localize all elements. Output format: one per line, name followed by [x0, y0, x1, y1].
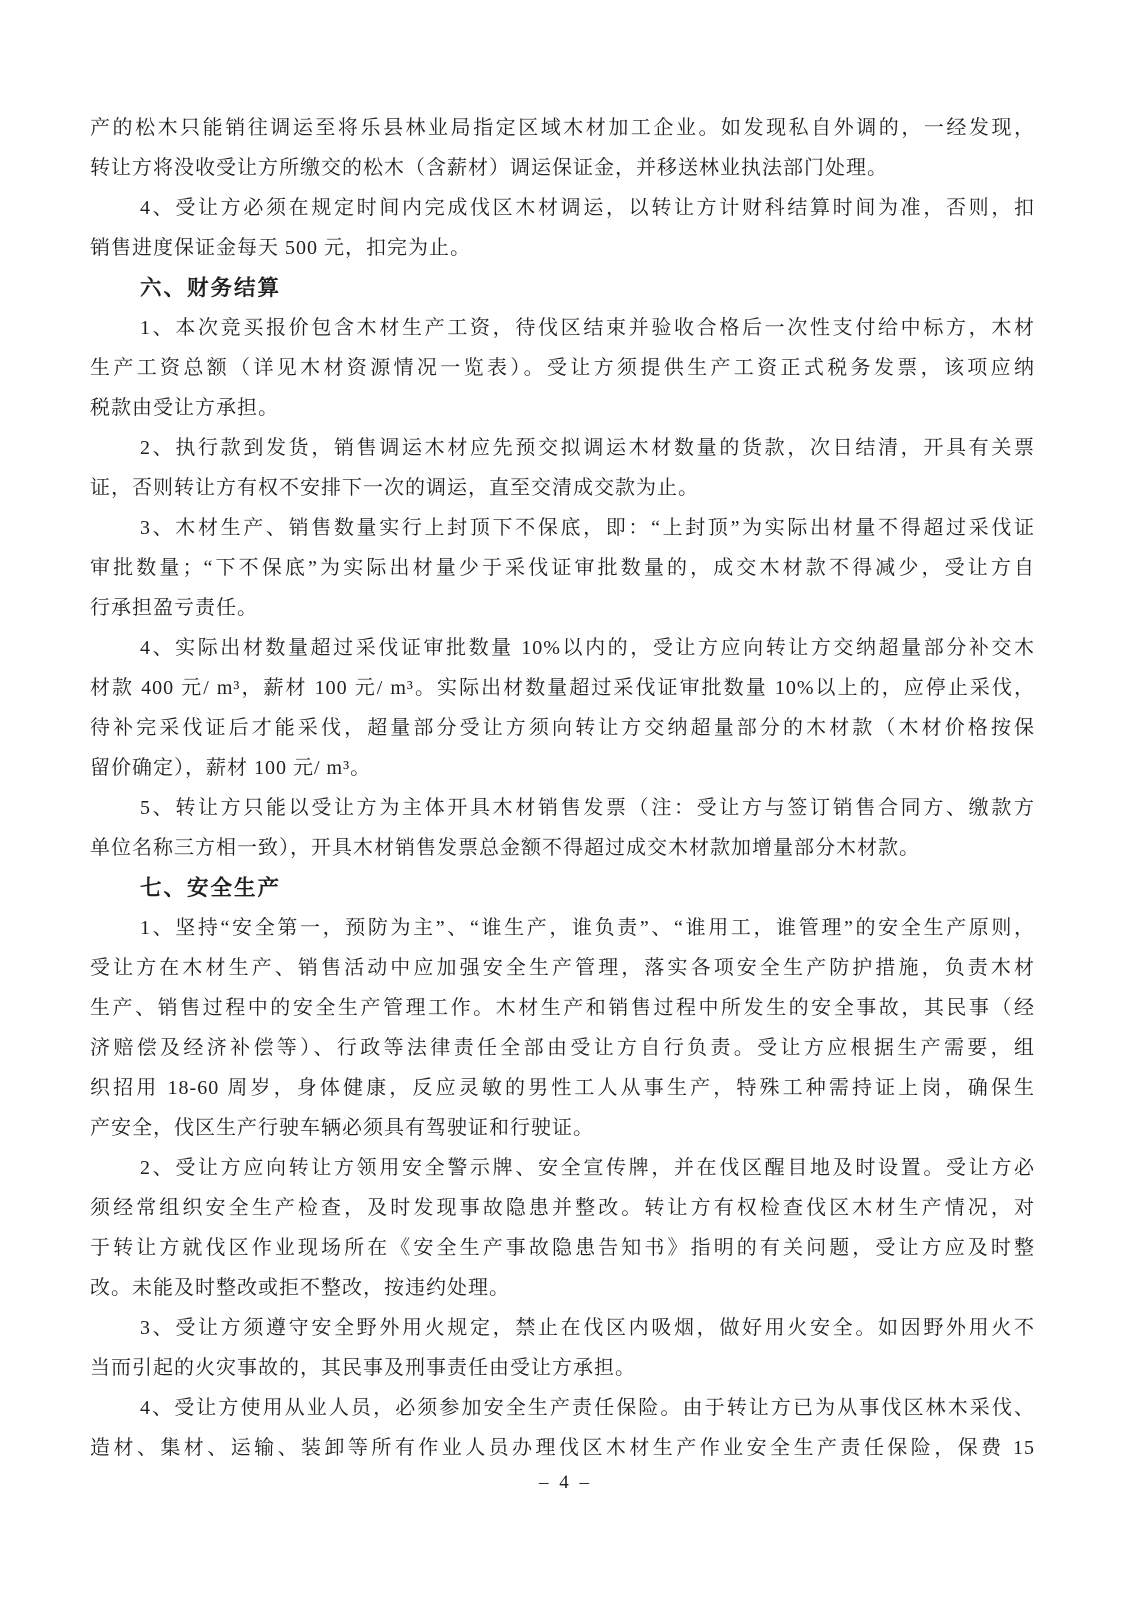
document-body: [90, 108, 1035, 1468]
text-line: 销售进度保证金每天 500 元，扣完为止。: [90, 237, 471, 259]
text-line: 织招用 18-60 周岁，身体健康，反应灵敏的男性工人从事生产，特殊工种需持证上岗，确保生: [90, 1077, 1035, 1099]
section-heading-6-financial-settlement: 六、财务结算: [140, 276, 282, 300]
text-line: 2、执行款到发货，销售调运木材应先预交拟调运木材数量的货款，次日结清，开具有关票: [140, 437, 1035, 459]
text-line: 1、坚持“安全第一，预防为主”、“谁生产，谁负责”、“谁用工，谁管理”的安全生产原则，: [140, 917, 1035, 939]
text-line: 须经常组织安全生产检查，及时发现事故隐患并整改。转让方有权检查伐区木材生产情况，对: [90, 1197, 1035, 1219]
page-number: – 4 –: [539, 1472, 592, 1493]
text-line: 留价确定），薪材 100 元/ m³。: [90, 757, 372, 779]
text-line: 3、受让方须遵守安全野外用火规定，禁止在伐区内吸烟，做好用火安全。如因野外用火不: [140, 1317, 1035, 1339]
text-line: 单位名称三方相一致），开具木材销售发票总金额不得超过成交木材款加增量部分木材款。: [90, 837, 920, 859]
text-line: 造材、集材、运输、装卸等所有作业人员办理伐区木材生产作业安全生产责任保险，保费 15: [90, 1437, 1035, 1459]
text-line: 审批数量；“下不保底”为实际出材量少于采伐证审批数量的，成交木材款不得减少，受让方自: [90, 557, 1035, 579]
text-line: 4、受让方使用从业人员，必须参加安全生产责任保险。由于转让方已为从事伐区林木采伐、: [140, 1397, 1035, 1419]
text-line: 受让方在木材生产、销售活动中应加强安全生产管理，落实各项安全生产防护措施，负责木材: [90, 957, 1035, 979]
text-line: 材款 400 元/ m³，薪材 100 元/ m³。实际出材数量超过采伐证审批数量 10%以上的，应停止采伐，: [90, 677, 1035, 699]
text-line: 3、木材生产、销售数量实行上封顶下不保底，即：“上封顶”为实际出材量不得超过采伐证: [140, 517, 1035, 539]
text-line: 4、实际出材数量超过采伐证审批数量 10%以内的，受让方应向转让方交纳超量部分补交木: [140, 637, 1035, 659]
section-heading-7-safety-production: 七、安全生产: [140, 876, 282, 900]
text-line: 于转让方就伐区作业现场所在《安全生产事故隐患告知书》指明的有关问题，受让方应及时整: [90, 1237, 1035, 1259]
text-line: 产的松木只能销往调运至将乐县林业局指定区域木材加工企业。如发现私自外调的，一经发现，: [90, 117, 1035, 139]
text-line: 待补完采伐证后才能采伐，超量部分受让方须向转让方交纳超量部分的木材款（木材价格按保: [90, 717, 1035, 739]
text-line: 转让方将没收受让方所缴交的松木（含薪材）调运保证金，并移送林业执法部门处理。: [90, 157, 888, 179]
text-line: 改。未能及时整改或拒不整改，按违约处理。: [90, 1277, 510, 1299]
text-line: 产安全，伐区生产行驶车辆必须具有驾驶证和行驶证。: [90, 1117, 594, 1139]
text-line: 4、受让方必须在规定时间内完成伐区木材调运，以转让方计财科结算时间为准，否则，扣: [140, 197, 1035, 219]
text-line: 生产、销售过程中的安全生产管理工作。木材生产和销售过程中所发生的安全事故，其民事（经: [90, 997, 1035, 1019]
text-line: 2、受让方应向转让方领用安全警示牌、安全宣传牌，并在伐区醒目地及时设置。受让方必: [140, 1157, 1035, 1179]
text-line: 生产工资总额（详见木材资源情况一览表）。受让方须提供生产工资正式税务发票，该项应纳: [90, 357, 1035, 379]
text-line: 税款由受让方承担。: [90, 397, 279, 419]
text-line: 济赔偿及经济补偿等）、行政等法律责任全部由受让方自行负责。受让方应根据生产需要，组: [90, 1037, 1035, 1059]
text-line: 当而引起的火灾事故的，其民事及刑事责任由受让方承担。: [90, 1357, 636, 1379]
text-line: 1、本次竞买报价包含木材生产工资，待伐区结束并验收合格后一次性支付给中标方，木材: [140, 317, 1035, 339]
text-line: 5、转让方只能以受让方为主体开具木材销售发票（注：受让方与签订销售合同方、缴款方: [140, 797, 1035, 819]
text-line: 行承担盈亏责任。: [90, 597, 258, 619]
text-line: 证，否则转让方有权不安排下一次的调运，直至交清成交款为止。: [90, 477, 699, 499]
